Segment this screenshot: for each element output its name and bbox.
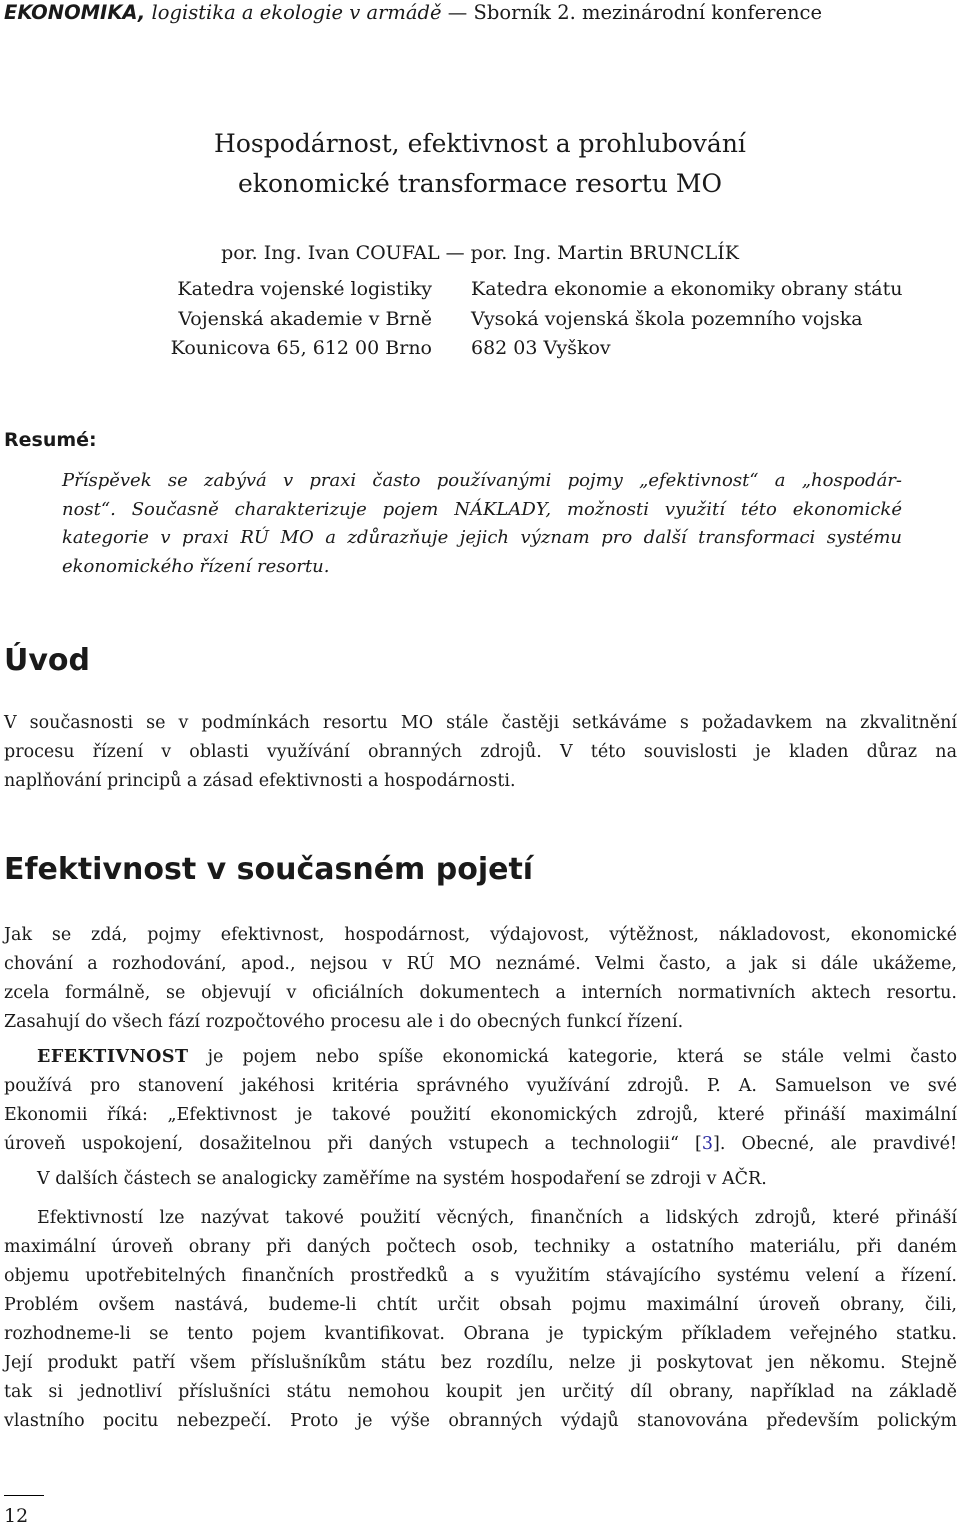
paragraph-line: tak si jednotliví příslušníci státu nemohou koupit jen určitý díl obrany, například na základě [4, 1382, 957, 1402]
paragraph-line: Její produkt patří všem příslušníkům státu bez rozdílu, nelze ji poskytovat jen někomu. Stejně [4, 1353, 957, 1373]
paper-title-line-2: ekonomické transformace resortu MO [238, 169, 722, 198]
paragraph-1 [4, 921, 957, 1037]
intro-paragraph [4, 709, 957, 796]
abstract-line: Příspěvek se zabývá v praxi často používanými pojmy „efektivnost“ a „hospodár- [62, 470, 902, 491]
paragraph-line: Zasahují do všech fází rozpočtového procesu ale i do obecných funkcí řízení. [4, 1012, 684, 1032]
paragraph-2-first-rest: je pojem nebo spíše ekonomická kategorie, která se stále velmi často [188, 1047, 957, 1067]
paragraph-line: Problém ovšem nastává, budeme-li chtít určit obsah pojmu maximální úroveň obrany, čili, [4, 1295, 957, 1315]
paragraph-line: Efektivností lze nazývat takové použití věcných, finančních a lidských zdrojů, které přináší [37, 1208, 957, 1228]
efektivnost-keyword: EFEKTIVNOST [37, 1047, 189, 1067]
section-heading-efektivnost: Efektivnost v současném pojetí [4, 852, 534, 887]
paragraph-line: chování a rozhodování, apod., nejsou v RÚ MO neznámé. Velmi často, a jak si dále ukážeme, [4, 954, 957, 974]
authors: por. Ing. Ivan COUFAL — por. Ing. Martin BRUNCLÍK [221, 242, 739, 264]
paragraph-line: Ekonomii říká: „Efektivnost je takové použití ekonomických zdrojů, které přináší maximální [4, 1105, 957, 1125]
affiliation-right-line: Vysoká vojenská škola pozemního vojska [471, 307, 863, 330]
affiliation-left [171, 275, 432, 364]
journal-name: EKONOMIKA, [4, 1, 146, 24]
running-header [4, 0, 954, 26]
affiliation-left-line: Kounicova 65, 612 00 Brno [170, 337, 432, 359]
paragraph-line: naplňování principů a zásad efektivnosti a hospodárnosti. [4, 771, 516, 791]
paragraph-4 [4, 1204, 957, 1436]
paragraph-line: zcela formálně, se objevují v oficiálních dokumentech a interních normativních aktech resortu. [4, 983, 957, 1003]
paragraph-line: Jak se zdá, pojmy efektivnost, hospodárnost, výdajovost, výtěžnost, nákladovost, ekonomické [4, 925, 957, 945]
paragraph-line: vlastního pocitu nebezpečí. Proto je výše obranných výdajů stanovována především polickým [4, 1411, 957, 1431]
header-dash: — [441, 1, 474, 24]
abstract-line: nost“. Současně charakterizuje pojem NÁKLADY, možnosti využití této ekonomické [62, 498, 902, 520]
paragraph-line: procesu řízení v oblasti využívání obranných zdrojů. V této souvislosti je kladen důraz na [4, 742, 957, 762]
paragraph-2-last-after: ]. Obecné, ale pravdivé! [713, 1134, 957, 1154]
paragraph-line: objemu upotřebitelných finančních prostředků a s využitím stávajícího systému velení a řízení. [4, 1266, 957, 1286]
abstract-line: ekonomického řízení resortu. [62, 555, 330, 577]
paragraph-2 [4, 1043, 957, 1159]
abstract-line: kategorie v praxi RÚ MO a zdůrazňuje jejich význam pro další transformaci systému [62, 527, 902, 548]
paragraph-3 [4, 1165, 957, 1194]
paragraph-line [4, 1043, 957, 1072]
paragraph-2-last-before: úroveň uspokojení, dosažitelnou při daných vstupech a technologii“ [ [4, 1134, 702, 1154]
journal-subtitle: logistika a ekologie v armádě [145, 1, 442, 24]
paragraph-line: V současnosti se v podmínkách resortu MO stále častěji setkáváme s požadavkem na zkvalitnění [4, 713, 957, 733]
footer-rule [4, 1495, 44, 1496]
page-number: 12 [4, 1505, 29, 1527]
affiliation-left-line: Katedra vojenské logistiky [177, 278, 432, 300]
abstract [62, 467, 902, 581]
paragraph-line: maximální úroveň obrany při daných počtech osob, techniky a ostatního materiálu, při daném [4, 1237, 957, 1257]
affiliation-right-line: 682 03 Vyškov [471, 337, 611, 359]
paragraph-line: rozhodneme-li se tento pojem kvantifikovat. Obrana je typickým příkladem veřejného statku. [4, 1324, 957, 1344]
paper-title-line-1: Hospodárnost, efektivnost a prohlubování [214, 129, 746, 158]
paragraph-line: používá pro stanovení jakéhosi kritéria správného využívání zdrojů. P. A. Samuelson ve své [4, 1076, 957, 1096]
paragraph-line: V dalších částech se analogicky zaměříme na systém hospodaření se zdroji v AČR. [37, 1169, 767, 1189]
citation-link[interactable]: 3 [701, 1134, 713, 1154]
affiliation-left-line: Vojenská akademie v Brně [178, 307, 432, 330]
affiliation-right [471, 275, 903, 364]
paragraph-line [4, 1130, 957, 1159]
resume-heading: Resumé: [4, 429, 97, 451]
section-heading-uvod: Úvod [4, 643, 91, 678]
affiliation-right-line: Katedra ekonomie a ekonomiky obrany státu [471, 278, 903, 300]
proceedings-name: Sborník 2. mezinárodní konference [473, 1, 823, 24]
